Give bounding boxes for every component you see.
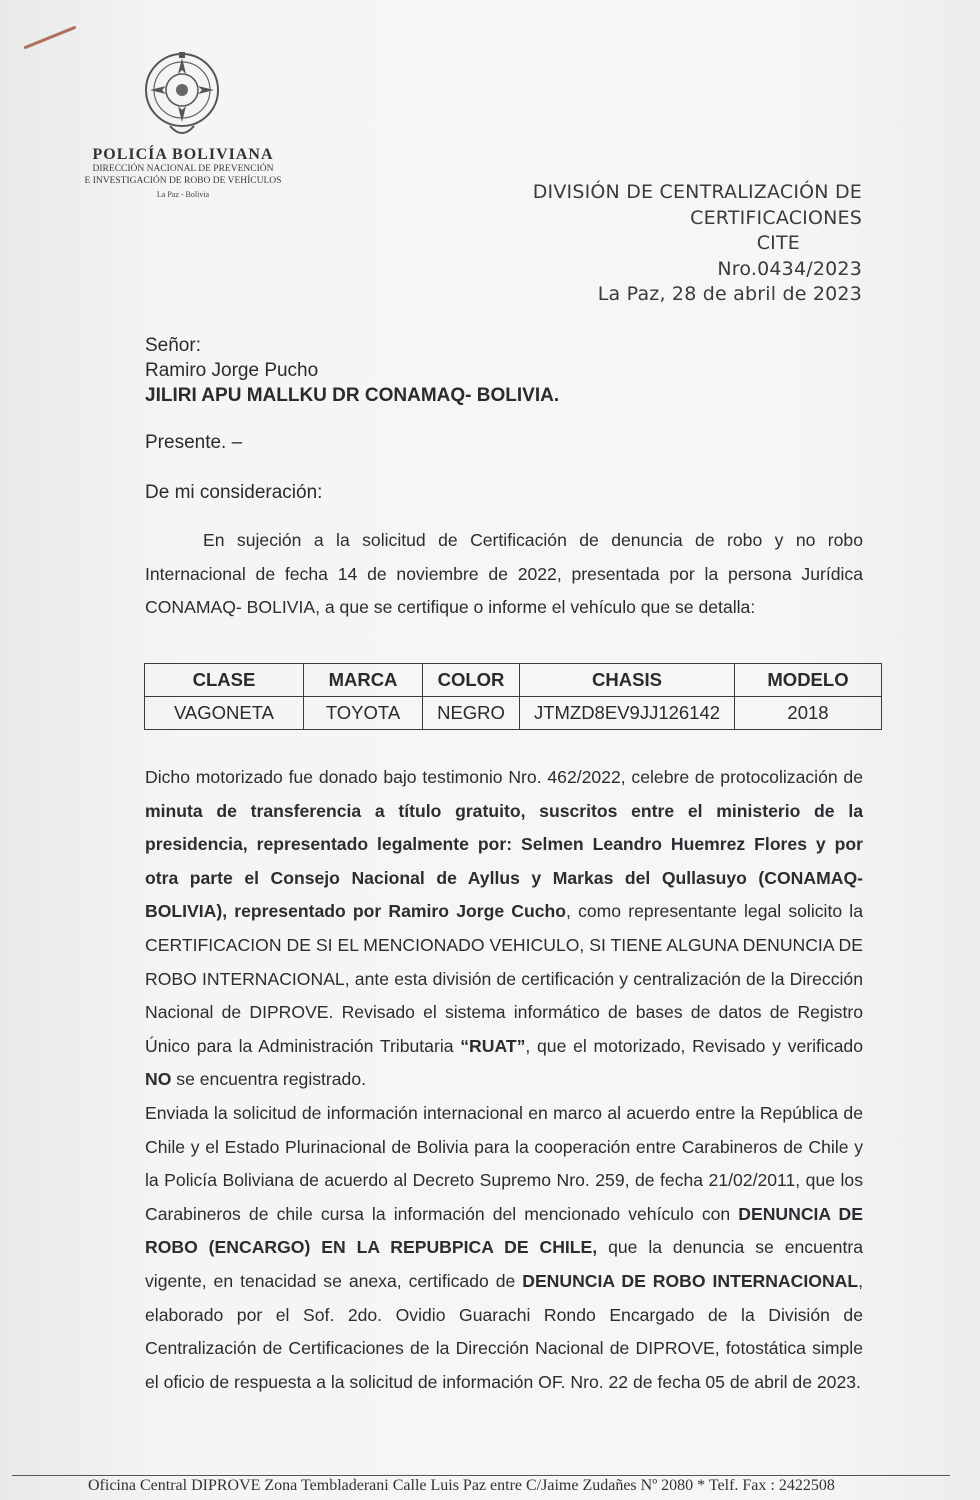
footer-divider: [12, 1475, 950, 1476]
table-header-chasis: CHASIS: [520, 664, 735, 697]
text-span: se encuentra registrado.: [171, 1069, 367, 1090]
division-header: [533, 180, 862, 308]
table-cell-chasis: JTMZD8EV9JJ126142: [520, 697, 735, 730]
recipient-title: JILIRI APU MALLKU DR CONAMAQ- BOLIVIA.: [145, 385, 560, 406]
bold-span: DENUNCIA DE ROBO (ENCARGO) EN LA REPUBPICA DE CHILE,: [145, 1203, 863, 1258]
bold-span: NO: [145, 1069, 172, 1090]
place-date: La Paz, 28 de abril de 2023: [597, 283, 862, 305]
cite-number: Nro.0434/2023: [717, 257, 862, 280]
intro-text: En sujeción a la solicitud de Certificación de denuncia de robo y no robo Internacional de fecha 14 de noviembre de 2022, presentada por la persona Jurídica CONAMAQ- BOLIVIA, a que se certifique o informe el vehículo que se detalla:: [145, 530, 863, 618]
intro-paragraph: [145, 524, 863, 625]
table-header-modelo: MODELO: [735, 664, 882, 697]
vehicle-table: [144, 663, 882, 730]
recipient-name: Ramiro Jorge Pucho: [145, 360, 319, 381]
division-line-1: DIVISIÓN DE CENTRALIZACIÓN DE: [532, 181, 862, 203]
presente: Presente. –: [145, 432, 243, 453]
text-span: , como representante legal solicito la CERTIFICACION DE SI EL MENCIONADO VEHICULO, SI TIENE ALGUNA DENUNCIA DE ROBO INTERNACIONAL, ante esta división de certificación y centralización de la Dirección Nacional de DIPROVE. Revisado el sistema informático de bases de datos de Registro Único para la Administración Tributaria: [145, 901, 863, 1056]
bold-span: “RUAT”: [460, 1035, 526, 1056]
table-cell-clase: VAGONETA: [145, 697, 304, 730]
consideracion: De mi consideración:: [145, 482, 323, 503]
police-seal-icon: [140, 48, 224, 144]
table-cell-color: NEGRO: [423, 697, 520, 730]
table-header-row: [145, 664, 882, 697]
text-span: que la denuncia se encuentra vigente, en tenacidad se anexa, certificado de: [145, 1237, 863, 1291]
footer-address: Oficina Central DIPROVE Zona Tembladerani Calle Luis Paz entre C/Jaime Zudañes Nº 2080 * Telf. Fax : 2422508: [88, 1477, 835, 1494]
institution-city: La Paz - Bolivia: [156, 190, 210, 199]
text-span: , elaborado por el Sof. 2do. Ovidio Guarachi Rondo Encargado de la División de Centralización de Certificaciones de la Dirección Nacional de DIPROVE, fotostática simple el oficio de respuesta a la solicitud de información OF. Nro. 22 de fecha 05 de abril de 2023.: [145, 1270, 863, 1392]
bold-span: DENUNCIA DE ROBO INTERNACIONAL: [522, 1270, 859, 1291]
body-paragraph-1-text: [145, 761, 863, 1097]
pen-mark: [23, 26, 76, 50]
table-row: [145, 697, 882, 730]
salutation: Señor:: [145, 335, 201, 356]
bold-span: minuta de transferencia a título gratuito, suscritos entre el ministerio de la presidencia, representado legalmente por: Selmen Leandro Huemrez Flores y por otra parte el Consejo Nacional de Ayllus y Markas del Qullasuyo (CONAMAQ-BOLIVIA), representado por Ramiro Jorge Cucho: [145, 800, 863, 922]
table-cell-marca: TOYOTA: [304, 697, 423, 730]
institution-subtitle-2: E INVESTIGACIÓN DE ROBO DE VEHÍCULOS: [84, 176, 282, 186]
text-span: Enviada la solicitud de información internacional en marco al acuerdo entre la República de Chile y el Estado Plurinacional de Bolivia para la cooperación entre Carabineros de Chile y la Policía Boliviana de acuerdo al Decreto Supremo Nro. 259, de fecha 21/02/2011, que los Carabineros de chile cursa la información del mencionado vehículo con: [145, 1102, 863, 1224]
text-span: Dicho motorizado fue donado bajo testimonio Nro. 462/2022, celebre de protocolización de: [145, 767, 863, 787]
table-header-color: COLOR: [423, 664, 520, 697]
institution-subtitle-1: DIRECCIÓN NACIONAL DE PREVENCIÓN: [92, 164, 274, 174]
table-cell-modelo: 2018: [735, 697, 882, 730]
text-span: , que el motorizado, Revisado y verificado: [525, 1035, 863, 1056]
table-header-clase: CLASE: [145, 664, 304, 697]
body-paragraph-1: [145, 761, 863, 1399]
table-header-marca: MARCA: [304, 664, 423, 697]
body-paragraph-2-text: [145, 1097, 863, 1399]
division-line-2: CERTIFICACIONES: [690, 206, 862, 229]
institution-name: POLICÍA BOLIVIANA: [92, 146, 274, 163]
cite-label: CITE: [756, 232, 800, 254]
